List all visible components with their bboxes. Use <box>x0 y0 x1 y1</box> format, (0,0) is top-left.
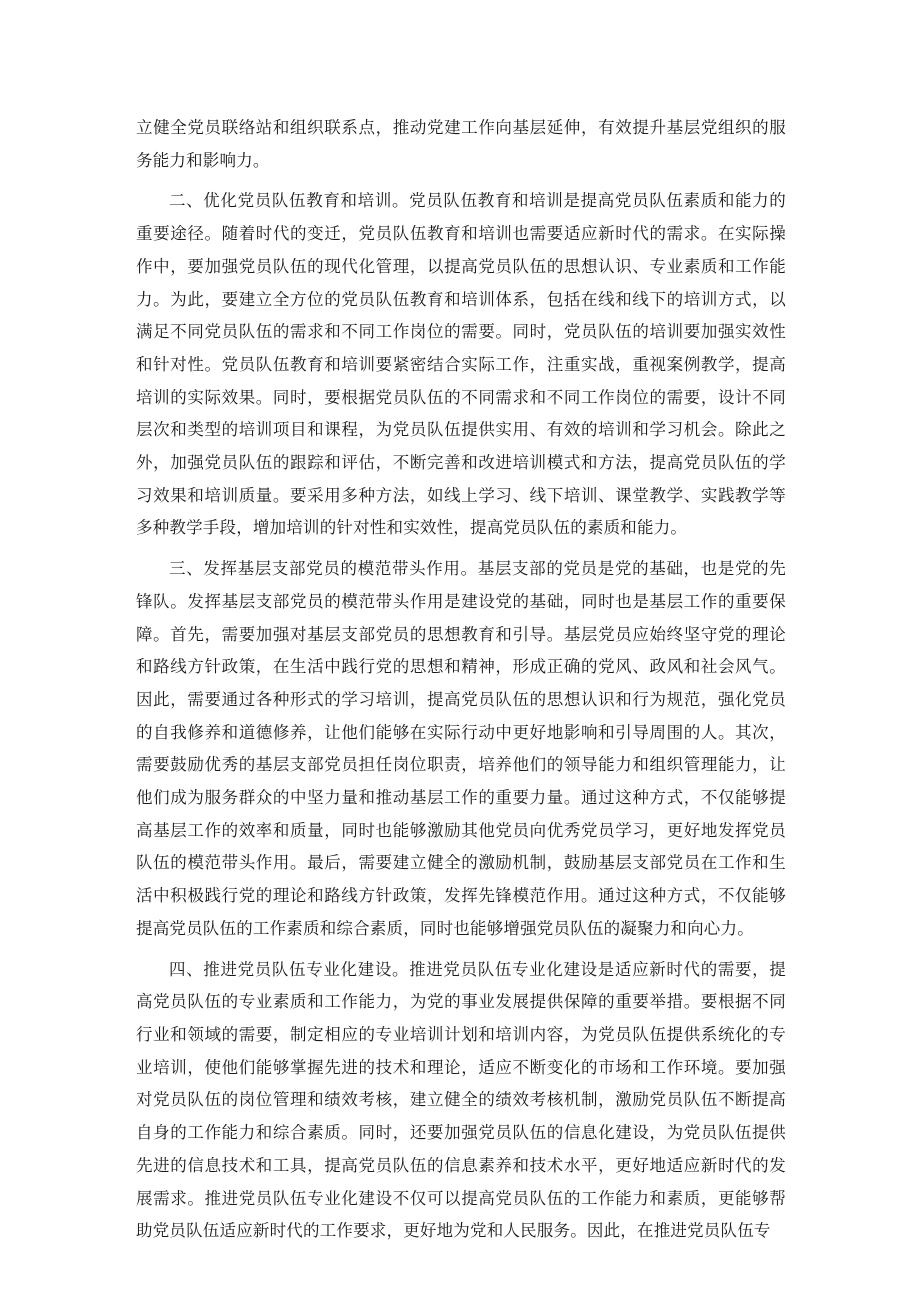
paragraph-section-3: 三、发挥基层支部党员的模范带头作用。基层支部的党员是党的基础，也是党的先锋队。发挥基层支部党员的模范带头作用是建设党的基础，同时也是基层工作的重要保障。首先，需要加强对基层支部党员的思想教育和引导。基层党员应始终坚守党的理论和路线方针政策，在生活中践行党的思想和精神，形成正确的党风、政风和社会风气。因此，需要通过各种形式的学习培训，提高党员队伍的思想认识和行为规范，强化党员的自我修养和道德修养，让他们能够在实际行动中更好地影响和引导周围的人。其次，需要鼓励优秀的基层支部党员担任岗位职责，培养他们的领导能力和组织管理能力，让他们成为服务群众的中坚力量和推动基层工作的重要力量。通过这种方式，不仅能够提高基层工作的效率和质量，同时也能够激励其他党员向优秀党员学习，更好地发挥党员队伍的模范带头作用。最后，需要建立健全的激励机制，鼓励基层支部党员在工作和生活中积极践行党的理论和路线方针政策，发挥先锋模范作用。通过这种方式，不仅能够提高党员队伍的工作素质和综合素质，同时也能够增强党员队伍的凝聚力和向心力。 <box>136 559 786 938</box>
paragraph-section-4: 四、推进党员队伍专业化建设。推进党员队伍专业化建设是适应新时代的需要，提高党员队伍的专业素质和工作能力，为党的事业发展提供保障的重要举措。要根据不同行业和领域的需要，制定相应的专业培训计划和培训内容，为党员队伍提供系统化的专业培训，使他们能够掌握先进的技术和理论，适应不断变化的市场和工作环境。要加强对党员队伍的岗位管理和绩效考核，建立健全的绩效考核机制，激励党员队伍不断提高自身的工作能力和综合素质。同时，还要加强党员队伍的信息化建设，为党员队伍提供先进的信息技术和工具，提高党员队伍的信息素养和技术水平，更好地适应新时代的发展需求。推进党员队伍专业化建设不仅可以提高党员队伍的工作能力和素质，更能够帮助党员队伍适应新时代的工作要求，更好地为党和人民服务。因此，在推进党员队伍专 <box>136 959 786 1241</box>
document-page <box>136 112 786 1256</box>
paragraph-section-2: 二、优化党员队伍教育和培训。党员队伍教育和培训是提高党员队伍素质和能力的重要途径。随着时代的变迁，党员队伍教育和培训也需要适应新时代的需求。在实际操作中，要加强党员队伍的现代化管理，以提高党员队伍的思想认识、专业素质和工作能力。为此，要建立全方位的党员队伍教育和培训体系，包括在线和线下的培训方式，以满足不同党员队伍的需求和不同工作岗位的需要。同时，党员队伍的培训要加强实效性和针对性。党员队伍教育和培训要紧密结合实际工作，注重实战，重视案例教学，提高培训的实际效果。同时，要根据党员队伍的不同需求和不同工作岗位的需要，设计不同层次和类型的培训项目和课程，为党员队伍提供实用、有效的培训和学习机会。除此之外，加强党员队伍的跟踪和评估，不断完善和改进培训模式和方法，提高党员队伍的学习效果和培训质量。要采用多种方法，如线上学习、线下培训、课堂教学、实践教学等多种教学手段，增加培训的针对性和实效性，提高党员队伍的素质和能力。 <box>136 191 786 538</box>
paragraph-continuation: 立健全党员联络站和组织联系点，推动党建工作向基层延伸，有效提升基层党组织的服务能力和影响力。 <box>136 118 786 170</box>
